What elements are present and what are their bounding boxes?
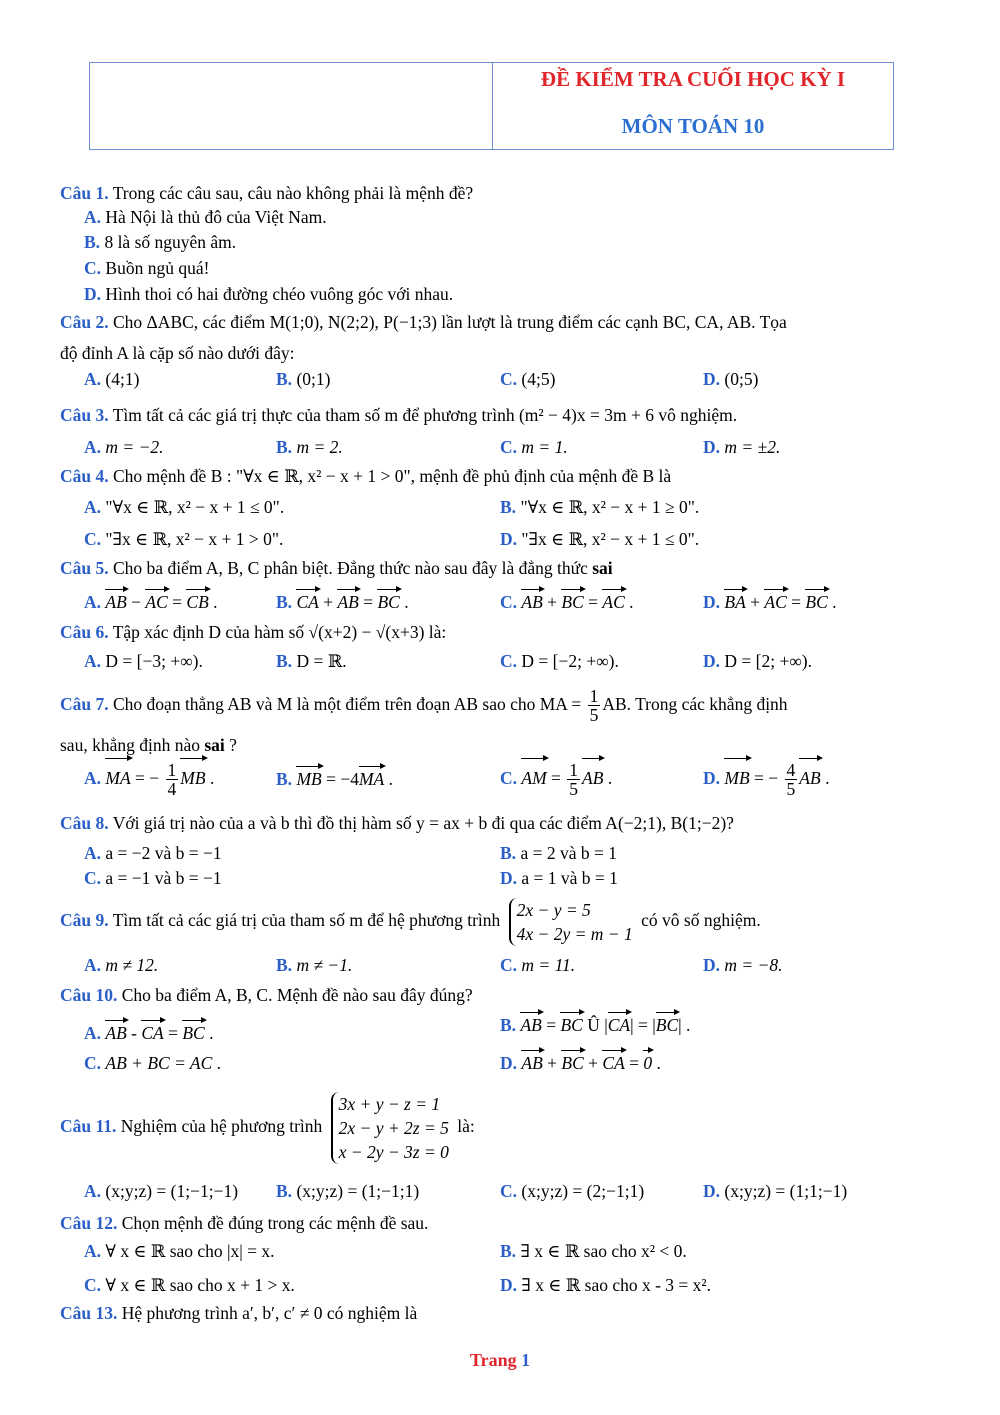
q7-option-c: C. AM = $\frac{1}{5}$ AB . bbox=[500, 760, 613, 800]
q5-option-c: C. AB + BC = AC . bbox=[500, 592, 634, 612]
q8-option-c: C. a = −1 và b = −1 bbox=[84, 868, 222, 888]
q9-option-c: C. m = 11. bbox=[500, 955, 576, 975]
q9-option-b: B. m ≠ −1. bbox=[276, 955, 353, 975]
system-brace-q9: 2x − y = 5 4x − 2y = m − 1 bbox=[509, 898, 633, 946]
fraction-1-5: $\frac{1}{5}$ bbox=[589, 686, 599, 726]
question-13: Câu 13. Hệ phương trình a′, b′, c′ ≠ 0 có nghiệm là bbox=[60, 1303, 418, 1323]
q2-option-d: D. (0;5) bbox=[703, 369, 759, 389]
question-7-cont: sau, khẳng định nào sai ? bbox=[60, 735, 237, 755]
q6-option-c: C. D = [−2; +∞). bbox=[500, 651, 619, 671]
page-footer: Trang 1 bbox=[469, 1350, 531, 1370]
q6-option-a: A. D = [−3; +∞). bbox=[84, 651, 203, 671]
q10-option-a: A. AB - CA = BC . bbox=[84, 1023, 214, 1043]
question-4: Câu 4. Cho mệnh đề B : "∀x ∈ ℝ, x² − x + 1 > 0", mệnh đề phủ định của mệnh đề B là bbox=[60, 466, 672, 486]
q11-option-c: C. (x;y;z) = (2;−1;1) bbox=[500, 1181, 645, 1201]
q7-option-d: D. MB = − $\frac{4}{5}$ AB . bbox=[703, 760, 830, 800]
q1-option-d: D. Hình thoi có hai đường chéo vuông góc với nhau. bbox=[84, 284, 454, 304]
q10-option-b: B. AB = BC Û |CA| = |BC| . bbox=[500, 1015, 691, 1035]
q4-option-a: A. "∀x ∈ ℝ, x² − x + 1 ≤ 0". bbox=[84, 497, 285, 517]
question-12: Câu 12. Chọn mệnh đề đúng trong các mệnh đề sau. bbox=[60, 1213, 429, 1233]
question-2: Câu 2. Cho ΔABC, các điểm M(1;0), N(2;2), P(−1;3) lần lượt là trung điểm các cạnh BC, CA, AB. Tọa bbox=[60, 312, 787, 332]
question-3: Câu 3. Tìm tất cả các giá trị thực của tham số m để phương trình (m² − 4)x = 3m + 6 vô nghiệm. bbox=[60, 405, 738, 425]
q12-option-d: D. ∃ x ∈ ℝ sao cho x - 3 = x². bbox=[500, 1275, 712, 1295]
q7-option-b: B. MB = −4MA . bbox=[276, 769, 393, 789]
q12-option-c: C. ∀ x ∈ ℝ sao cho x + 1 > x. bbox=[84, 1275, 295, 1295]
q8-option-d: D. a = 1 và b = 1 bbox=[500, 868, 618, 888]
q2-option-c: C. (4;5) bbox=[500, 369, 556, 389]
q5-option-d: D. BA + AC = BC . bbox=[703, 592, 837, 612]
question-2-cont: độ đỉnh A là cặp số nào dưới đây: bbox=[60, 343, 295, 363]
header-box bbox=[89, 62, 894, 150]
system-brace-q11: 3x + y − z = 1 2x − y + 2z = 5 x − 2y − 3z = 0 bbox=[331, 1092, 449, 1164]
header-right-cell bbox=[493, 63, 893, 149]
q12-option-b: B. ∃ x ∈ ℝ sao cho x² < 0. bbox=[500, 1241, 687, 1261]
q4-option-d: D. "∃x ∈ ℝ, x² − x + 1 ≤ 0". bbox=[500, 529, 700, 549]
question-11: Câu 11. Nghiệm của hệ phương trình 3x + y − z = 1 2x − y + 2z = 5 x − 2y − 3z = 0 là: bbox=[60, 1093, 475, 1162]
exam-title: ĐỀ KIỂM TRA CUỐI HỌC KỲ I bbox=[540, 67, 846, 91]
q1-option-c: C. Buồn ngủ quá! bbox=[84, 258, 210, 278]
q5-option-a: A. AB − AC = CB . bbox=[84, 592, 218, 612]
q2-option-b: B. (0;1) bbox=[276, 369, 331, 389]
q1-option-a: A. Hà Nội là thủ đô của Việt Nam. bbox=[84, 207, 327, 227]
q6-option-d: D. D = [2; +∞). bbox=[703, 651, 813, 671]
q11-option-a: A. (x;y;z) = (1;−1;−1) bbox=[84, 1181, 239, 1201]
question-9: Câu 9. Tìm tất cả các giá trị của tham số m để hệ phương trình 2x − y = 5 4x − 2y = m − 1 có vô số nghiệm. bbox=[60, 899, 761, 944]
question-10: Câu 10. Cho ba điểm A, B, C. Mệnh đề nào sau đây đúng? bbox=[60, 985, 473, 1005]
q8-option-b: B. a = 2 và b = 1 bbox=[500, 843, 617, 863]
q5-option-b: B. CA + AB = BC . bbox=[276, 592, 409, 612]
exam-subject: MÔN TOÁN 10 bbox=[621, 114, 765, 138]
q1-option-b: B. 8 là số nguyên âm. bbox=[84, 232, 237, 252]
q2-option-a: A. (4;1) bbox=[84, 369, 140, 389]
question-5: Câu 5. Cho ba điểm A, B, C phân biệt. Đẳng thức nào sau đây là đẳng thức sai bbox=[60, 558, 613, 578]
question-6: Câu 6. Tập xác định D của hàm số √(x+2) − √(x+3) là: bbox=[60, 622, 447, 642]
q6-option-b: B. D = ℝ. bbox=[276, 651, 347, 671]
q10-option-c: C. AB + BC = AC . bbox=[84, 1053, 222, 1073]
question-7: Câu 7. Cho đoạn thẳng AB và M là một điểm trên đoạn AB sao cho MA = $\frac{1}{5}$ AB. Trong các khẳng định bbox=[60, 686, 788, 726]
q8-option-a: A. a = −2 và b = −1 bbox=[84, 843, 222, 863]
q3-option-d: D. m = ±2. bbox=[703, 437, 781, 457]
q9-option-a: A. m ≠ 12. bbox=[84, 955, 159, 975]
q10-option-d: D. AB + BC + CA = 0 . bbox=[500, 1053, 661, 1073]
q4-option-b: B. "∀x ∈ ℝ, x² − x + 1 ≥ 0". bbox=[500, 497, 700, 517]
q3-option-a: A. m = −2. bbox=[84, 437, 164, 457]
q11-option-b: B. (x;y;z) = (1;−1;1) bbox=[276, 1181, 420, 1201]
q4-option-c: C. "∃x ∈ ℝ, x² − x + 1 > 0". bbox=[84, 529, 284, 549]
q9-option-d: D. m = −8. bbox=[703, 955, 783, 975]
q11-option-d: D. (x;y;z) = (1;1;−1) bbox=[703, 1181, 848, 1201]
q12-option-a: A. ∀ x ∈ ℝ sao cho |x| = x. bbox=[84, 1241, 275, 1261]
header-left-cell bbox=[90, 63, 493, 149]
question-8: Câu 8. Với giá trị nào của a và b thì đồ thị hàm số y = ax + b đi qua các điểm A(−2;1), B(1;−2)? bbox=[60, 813, 734, 833]
question-1: Câu 1. Trong các câu sau, câu nào không phải là mệnh đề? bbox=[60, 183, 474, 203]
q7-option-a: A. MA = − $\frac{1}{4}$ MB . bbox=[84, 760, 215, 800]
q3-option-b: B. m = 2. bbox=[276, 437, 343, 457]
q3-option-c: C. m = 1. bbox=[500, 437, 568, 457]
